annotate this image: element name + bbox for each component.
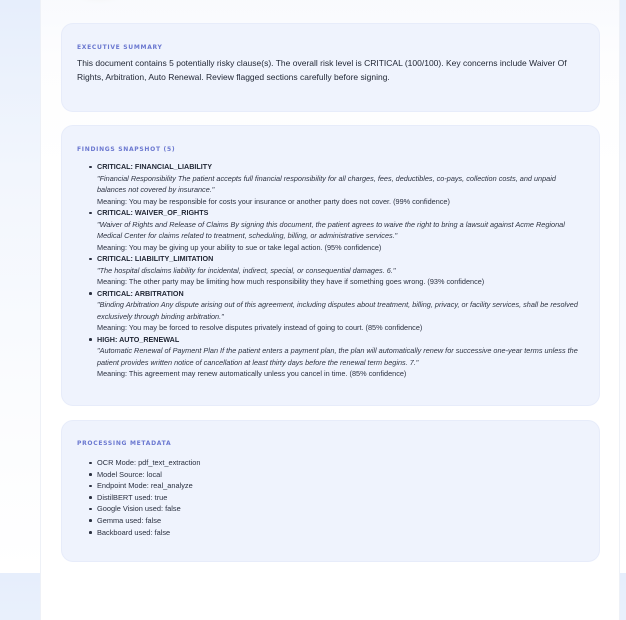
finding-quote: "Financial Responsibility The patient accepts full financial responsibility for all charges, fees, deductibles, co-pays, collection costs, and unpaid balances not covered by insurance." xyxy=(97,173,556,194)
finding-item xyxy=(89,253,584,288)
finding-meaning: Meaning: You may be responsible for costs your insurance or another party does not cover. (99% confidence) xyxy=(97,196,450,206)
metadata-endpoint-mode: Endpoint Mode: real_analyze xyxy=(89,480,584,492)
executive-summary-heading: EXECUTIVE SUMMARY xyxy=(77,44,163,51)
finding-meaning: Meaning: You may be forced to resolve disputes privately instead of going to court. (85% confidence) xyxy=(97,323,423,332)
processing-metadata-list xyxy=(77,457,584,538)
findings-snapshot-heading: FINDINGS SNAPSHOT (5) xyxy=(77,146,176,153)
decorative-circle xyxy=(69,0,129,4)
finding-severity-title: HIGH: AUTO_RENEWAL xyxy=(97,334,180,344)
metadata-google-vision-used: Google Vision used: false xyxy=(89,503,584,515)
findings-list xyxy=(77,161,584,380)
finding-quote: "Binding Arbitration Any dispute arising out of this agreement, including disputes about treatment, billing, privacy, or facility services, shall be resolved exclusively through binding arbitration." xyxy=(97,300,578,321)
metadata-ocr-mode: OCR Mode: pdf_text_extraction xyxy=(89,457,584,469)
processing-metadata-heading: PROCESSING METADATA xyxy=(77,440,172,447)
metadata-gemma-used: Gemma used: false xyxy=(89,515,584,527)
metadata-distilbert-used: DistilBERT used: true xyxy=(89,492,584,504)
finding-item xyxy=(89,288,584,334)
finding-meaning: Meaning: You may be giving up your ability to sue or take legal action. (95% confidence) xyxy=(97,242,382,252)
metadata-backboard-used: Backboard used: false xyxy=(89,527,584,539)
finding-severity-title: CRITICAL: FINANCIAL_LIABILITY xyxy=(97,162,212,171)
metadata-model-source: Model Source: local xyxy=(89,469,584,481)
finding-quote: "Automatic Renewal of Payment Plan If the patient enters a payment plan, the plan will automatically renew for successive one-year terms unless the patient provides written notice of cancellation at least thirty days before the renewal term begins. 7." xyxy=(97,346,578,367)
finding-item xyxy=(89,334,584,380)
executive-summary-text: This document contains 5 potentially risky clause(s). The overall risk level is CRITICAL (100/100). Key concerns include Waiver Of Rights, Arbitration, Auto Renewal. Review flagged sections carefully before signing. xyxy=(77,58,567,82)
finding-severity-title: CRITICAL: ARBITRATION xyxy=(97,288,184,298)
finding-quote: "The hospital disclaims liability for incidental, indirect, special, or consequential damages. 6." xyxy=(97,265,396,275)
findings-snapshot-panel xyxy=(61,125,600,406)
executive-summary-panel xyxy=(61,23,600,112)
finding-item xyxy=(89,161,584,207)
processing-metadata-panel xyxy=(61,420,600,562)
finding-item xyxy=(89,207,584,253)
finding-severity-title: CRITICAL: LIABILITY_LIMITATION xyxy=(97,254,214,263)
finding-meaning: Meaning: This agreement may renew automatically unless you cancel in time. (85% confidence) xyxy=(97,369,407,378)
finding-meaning: Meaning: The other party may be limiting how much responsibility they have if something goes wrong. (93% confidence) xyxy=(97,277,485,286)
finding-quote: "Waiver of Rights and Release of Claims By signing this document, the patient agrees to waive the right to bring a lawsuit against Acme Regional Medical Center for claims related to treatment, scheduling, billing, or administrative services." xyxy=(97,219,565,240)
finding-severity-title: CRITICAL: WAIVER_OF_RIGHTS xyxy=(97,208,209,217)
